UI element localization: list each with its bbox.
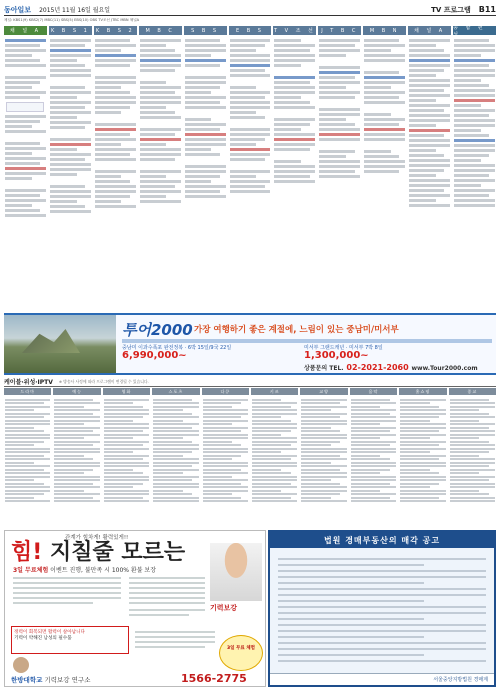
tv-schedule-grid <box>4 26 496 312</box>
tour-offer-2: 미서부 그랜드캐년 · 미서부 7박 8일 <box>304 345 383 351</box>
cable-column-header: 드라마 <box>4 388 51 395</box>
tour-divider <box>122 339 492 343</box>
cable-column-header: 음악 <box>350 388 397 395</box>
channel-legend: 채널: KBS1(9) KBS2(7) MBC(11) SBS(5) EBS(10) OBS TV조선 JTBC MBN 채널A <box>4 18 140 22</box>
tour-phone-label: 상품문의 TEL. <box>304 365 344 372</box>
notice-footer: 서울중앙지방법원 경매계 <box>270 673 494 685</box>
health-product-ad[interactable] <box>4 530 266 687</box>
advertiser-name <box>11 675 91 684</box>
column-header: M B C <box>139 26 182 35</box>
ad-feature-box <box>11 626 129 654</box>
schedule-column <box>408 26 451 312</box>
model-photo <box>210 543 262 601</box>
ad-subheadline <box>13 565 156 574</box>
cable-schedule-grid <box>4 388 496 528</box>
tour-phone-number: 02-2021-2060 <box>346 363 409 372</box>
ad-headline-emphasis: 힘! <box>11 540 43 565</box>
tour-price-1: 6,990,000~ <box>122 350 187 361</box>
trial-badge: 3일 무료 체험 <box>219 635 263 671</box>
column-header: K B S 2 <box>94 26 137 35</box>
feature-line-2: 기력이 약해진 남성의 필수품 <box>14 636 72 641</box>
tour-url[interactable]: www.Tour2000.com <box>411 365 478 372</box>
notice-title: 법원 경매부동산의 매각 공고 <box>270 532 494 548</box>
cable-column-header: 다큐 <box>202 388 249 395</box>
column-header: E B S <box>229 26 272 35</box>
schedule-column <box>139 26 182 312</box>
doctor-photo <box>13 657 29 673</box>
ad-headline <box>11 535 185 566</box>
tour-phone <box>304 363 478 372</box>
schedule-column <box>94 26 137 312</box>
cable-column-header: 홈쇼핑 <box>399 388 446 395</box>
cable-column-header: 스포츠 <box>152 388 199 395</box>
ad-headline-rest: 지칠줄 모르는 <box>42 540 186 565</box>
schedule-column <box>229 26 272 312</box>
product-name: 기력보강 <box>210 604 238 612</box>
schedule-column <box>318 26 361 312</box>
column-header: M B N <box>363 26 406 35</box>
column-header: K B S 1 <box>49 26 92 35</box>
schedule-column <box>453 26 496 312</box>
column-header: S B S <box>184 26 227 35</box>
masthead <box>4 4 496 16</box>
column-header: 채 널 A <box>408 26 451 35</box>
advertiser-prefix: 한방대학교 <box>11 676 43 684</box>
advertiser-suffix: 기력보강 연구소 <box>42 676 91 684</box>
channel-logo <box>6 102 44 112</box>
schedule-column <box>184 26 227 312</box>
ad-top-note: 관계가 힘차게! 활력있게!! <box>65 535 129 541</box>
issue-date: 2015년 11월 16일 월요일 <box>39 7 111 14</box>
schedule-column <box>49 26 92 312</box>
cable-section-title: 케이블·위성·IPTV <box>4 379 53 386</box>
travel-ad-banner[interactable] <box>4 313 496 375</box>
cable-column-header: 종교 <box>449 388 496 395</box>
tour-offer-1: 중남미 이과수폭포 완전정복 · 6박 15일/9국 22일 <box>122 345 232 351</box>
column-header: T V 조 선 <box>273 28 316 34</box>
ad-sub-rest: 이벤트 진행, 불만족 시 100% 환불 보장 <box>48 567 157 574</box>
court-auction-notice <box>268 530 496 687</box>
column-body <box>4 35 47 312</box>
cable-section-header <box>4 377 496 387</box>
schedule-column <box>273 26 316 312</box>
page-number: B11 <box>478 5 496 14</box>
column-header: J T B C <box>318 26 361 35</box>
schedule-column <box>363 26 406 312</box>
notice-body <box>270 548 494 672</box>
ad-trial-label: 3일 무료체험 <box>13 567 49 574</box>
column-header: 채 널 A <box>4 26 47 35</box>
tour-slogan: 가장 여행하기 좋은 계절에, 느림이 있는 중남미/미서부 <box>194 325 399 335</box>
feature-line-1: 정력이 회복되면 활력이 살아납니다 <box>14 630 85 635</box>
mountain-photo <box>4 315 116 373</box>
newspaper-logo: 동아일보 <box>4 5 32 14</box>
tour-brand-logo: 투어2000 <box>122 321 193 339</box>
cable-column-header: 키즈 <box>251 388 298 395</box>
section-title: TV 프로그램 <box>431 5 471 14</box>
tour-price-2: 1,300,000~ <box>304 350 369 361</box>
column-header: 종 합 편 성 <box>453 26 496 35</box>
cable-column-header: 예능 <box>53 388 100 395</box>
cable-section-note: ※ 방송사 사정에 따라 프로그램이 변경될 수 있습니다. <box>58 378 149 384</box>
cable-column-header: 영화 <box>103 388 150 395</box>
cable-column-header: 교양 <box>300 388 347 395</box>
ad-phone-number: 1566-2775 <box>181 672 247 685</box>
schedule-column <box>4 26 47 312</box>
